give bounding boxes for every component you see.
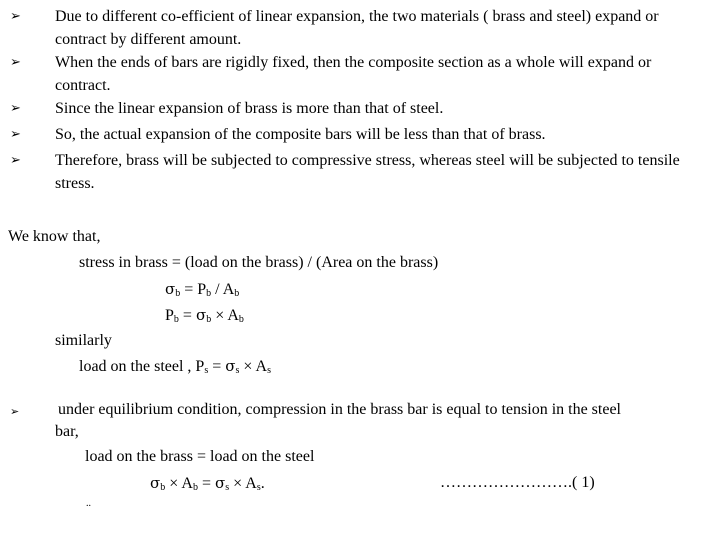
arrow-bullet-icon: ➢ (10, 101, 21, 116)
bullet-text-4: So, the actual expansion of the composite bars will be less than that of brass. (55, 126, 546, 143)
arrow-bullet-icon: ➢ (10, 405, 20, 418)
load-balance-line: load on the brass = load on the steel (85, 448, 315, 465)
equation-equilibrium: $\sigma_b \times A_b = \sigma_s \times A_s$. (150, 474, 265, 493)
bullet-text-2: When the ends of bars are rigidly fixed, then the composite section as a whole will expand or contract. (55, 54, 652, 94)
arrow-bullet-icon: ➢ (10, 127, 21, 142)
similarly-text: similarly (55, 332, 112, 349)
arrow-bullet-icon: ➢ (10, 153, 21, 168)
arrow-bullet-icon: ➢ (10, 55, 21, 70)
bullet-text-3: Since the linear expansion of brass is more than that of steel. (55, 100, 444, 117)
trailing-dots: .. (86, 498, 91, 509)
equilibrium-line-2: bar, (55, 423, 79, 440)
intro-text: We know that, (8, 228, 101, 245)
bullet-text-1: Due to different co-efficient of linear expansion, the two materials ( brass and steel) expand or contract by different amount. (55, 8, 659, 48)
bullet-text-5: Therefore, brass will be subjected to compressive stress, whereas steel will be subjected to tensile stress. (55, 152, 680, 192)
equilibrium-line-1: under equilibrium condition, compression in the brass bar is equal to tension in the steel (58, 401, 621, 418)
equation-number: …………………….( 1) (440, 474, 595, 491)
stress-in-brass-line: stress in brass = (load on the brass) / (Area on the brass) (79, 254, 439, 271)
equation-load-brass: $P_b = \sigma_b \times A_b$ (165, 306, 244, 325)
equation-stress-brass: $\sigma_b = P_b / A_b$ (165, 280, 240, 299)
equation-load-steel: load on the steel , $P_s = \sigma_s \times A_s$ (79, 357, 272, 376)
arrow-bullet-icon: ➢ (10, 9, 21, 24)
